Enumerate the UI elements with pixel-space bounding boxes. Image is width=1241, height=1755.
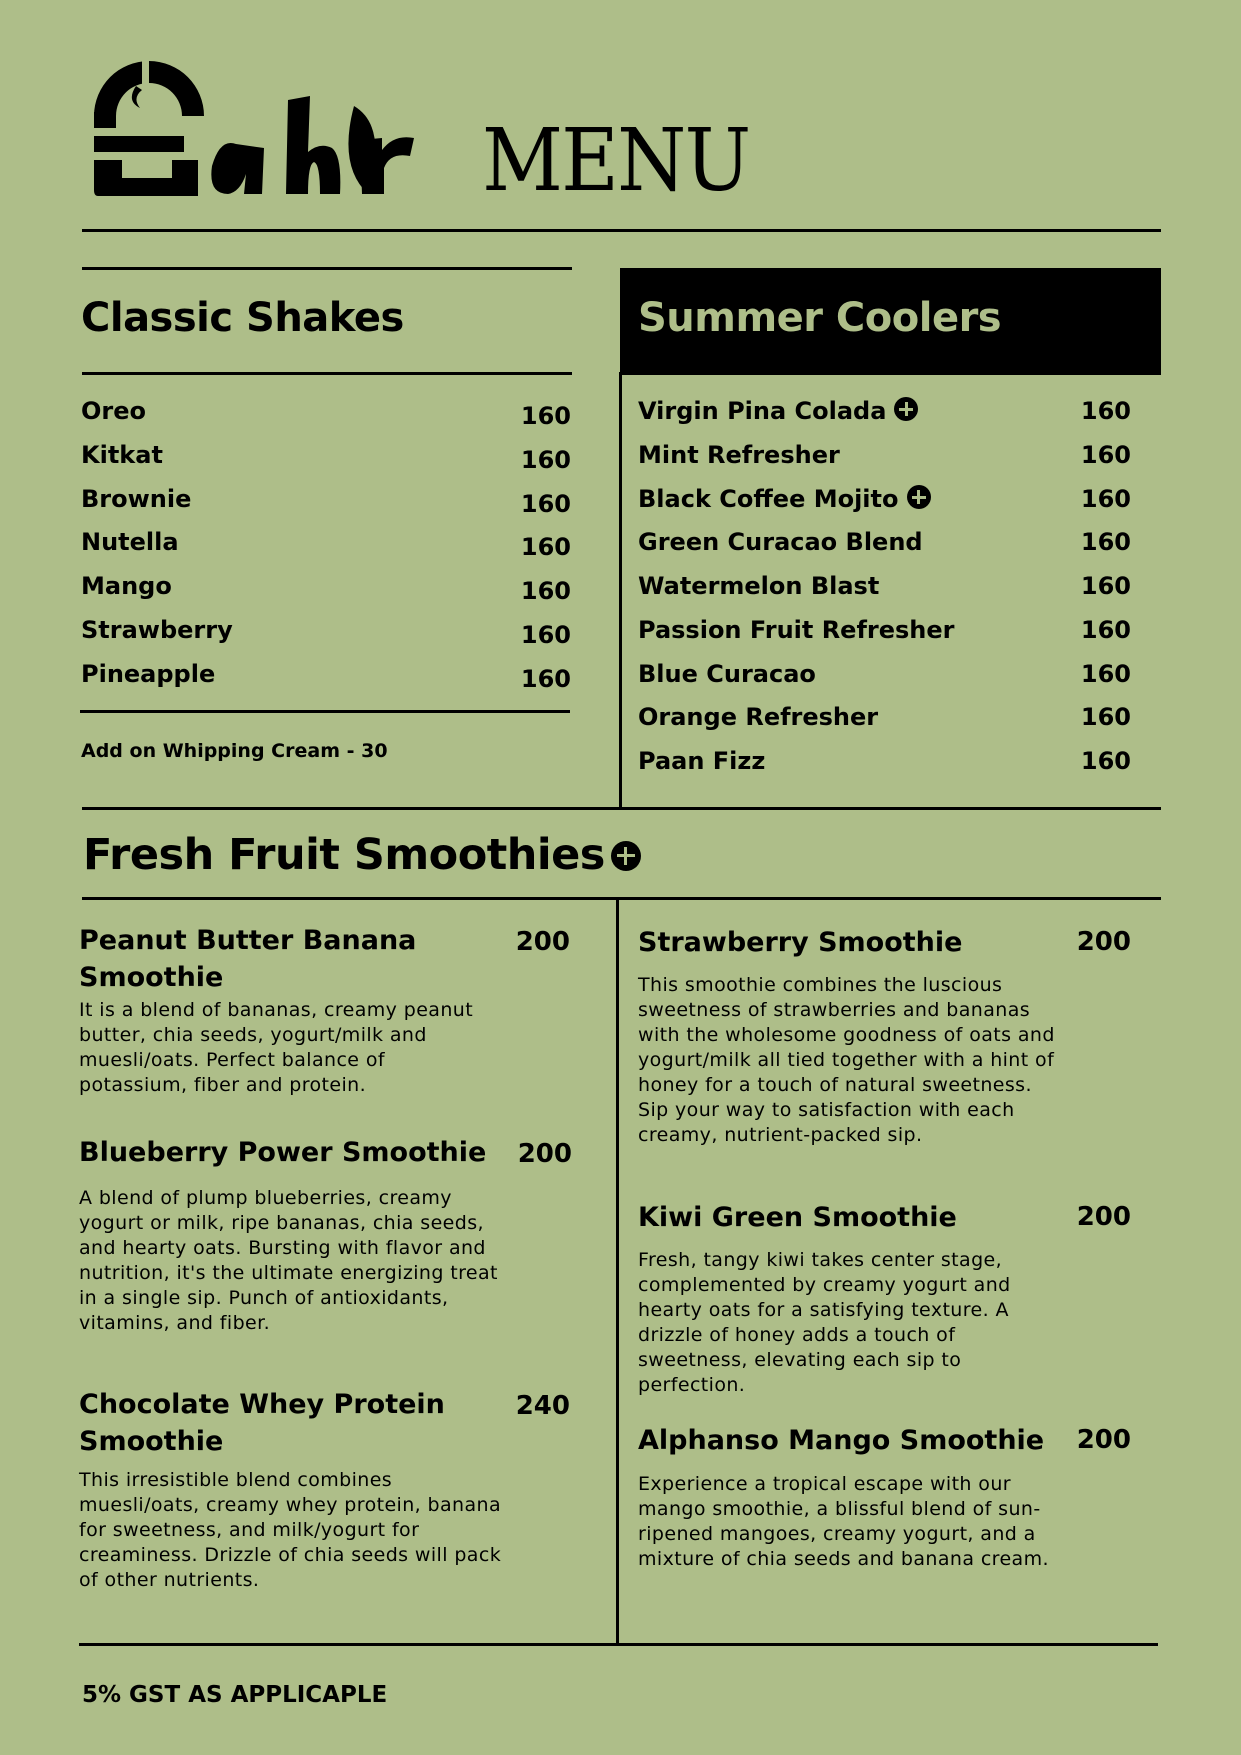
shake-item-name: Oreo (81, 397, 147, 425)
shake-item-name: Nutella (81, 528, 179, 556)
sahr-logo (88, 56, 468, 216)
smoothie-description: Fresh, tangy kiwi takes center stage, complemented by creamy yogurt and hearty oats for a satisfying texture. A drizzle of honey adds a touch of sweetness, elevating each sip to perfection. (638, 1249, 1011, 1396)
smoothie-name: Alphanso Mango Smoothie (638, 1425, 1045, 1456)
smoothies-title (83, 830, 641, 880)
shake-item-name: Brownie (81, 485, 192, 513)
smoothie-description: This irresistible blend combines muesli/oats, creamy whey protein, banana for sweetness, and milk/yogurt for creaminess. Drizzle of chia seeds will pack of other nutrients. (79, 1469, 502, 1591)
shake-item-name: Kitkat (81, 441, 163, 469)
cooler-item-name: Orange Refresher (638, 703, 879, 731)
cooler-item (638, 399, 918, 424)
shake-item-price: 160 (520, 621, 571, 649)
smoothie-price: 200 (1076, 927, 1131, 957)
smoothie-price: 240 (515, 1391, 570, 1421)
shake-item-price: 160 (520, 490, 571, 518)
cooler-item (638, 487, 931, 512)
plus-circle-icon (907, 485, 931, 509)
smoothies-title-text: Fresh Fruit Smoothies (83, 830, 605, 880)
cooler-item (638, 618, 955, 642)
smoothie-price: 200 (517, 1139, 572, 1169)
smoothie-description: A blend of plump blueberries, creamy yogurt or milk, ripe bananas, chia seeds, and hearty oats. Bursting with flavor and nutrition, it's the ultimate energizing treat in a single sip. Punch of antioxidants, vitamins, and fiber. (79, 1187, 498, 1334)
shake-item-price: 160 (520, 402, 571, 430)
shake-item-name: Strawberry (81, 616, 233, 644)
classic-shakes-title-rule (82, 372, 572, 375)
smoothie-description: Experience a tropical escape with our mango smoothie, a blissful blend of sun-ripened mangoes, creamy yogurt, and a mixture of chia seeds and banana cream. (638, 1473, 1049, 1570)
shake-item-price: 160 (520, 665, 571, 693)
smoothie-price: 200 (515, 927, 570, 957)
smoothies-title-rule (82, 897, 1161, 900)
cooler-item-name: Mint Refresher (638, 441, 840, 469)
cooler-item-price: 160 (1080, 441, 1131, 469)
summer-coolers-left-rule (619, 372, 622, 808)
cooler-item (638, 443, 840, 467)
classic-shakes-top-rule (82, 267, 572, 270)
shake-item-name: Pineapple (81, 660, 216, 688)
smoothie-name: Peanut Butter Banana Smoothie (79, 925, 417, 993)
cooler-item-name: Black Coffee Mojito (638, 485, 899, 513)
smoothie-price: 200 (1076, 1202, 1131, 1232)
cooler-item-price: 160 (1080, 485, 1131, 513)
plus-circle-icon (894, 397, 918, 421)
cooler-item-name: Passion Fruit Refresher (638, 616, 955, 644)
smoothie-name: Strawberry Smoothie (638, 927, 963, 958)
cooler-item-name: Paan Fizz (638, 747, 766, 775)
summer-coolers-title: Summer Coolers (638, 295, 1002, 341)
mid-divider (82, 807, 1161, 810)
cooler-item-price: 160 (1080, 747, 1131, 775)
cooler-item-price: 160 (1080, 572, 1131, 600)
footer-divider (79, 1643, 1158, 1646)
smoothie-price: 200 (1076, 1425, 1131, 1455)
cooler-item (638, 705, 878, 729)
classic-shakes-bottom-rule (80, 710, 570, 713)
smoothie-name: Chocolate Whey Protein Smoothie (79, 1389, 445, 1457)
header-divider (82, 229, 1161, 232)
smoothie-description: This smoothie combines the luscious sweetness of strawberries and bananas with the wholesome goodness of oats and yogurt/milk all tied together with a hint of honey for a touch of natural sweetness. Sip your way to satisfaction with each creamy, nutrient-packed sip. (638, 974, 1055, 1146)
addon-note: Add on Whipping Cream - 30 (81, 740, 388, 762)
smoothie-name: Blueberry Power Smoothie (79, 1137, 487, 1168)
cooler-item (638, 530, 923, 554)
cooler-item (638, 749, 765, 773)
shake-item-price: 160 (520, 533, 571, 561)
cooler-item-name: Green Curacao Blend (638, 528, 923, 556)
smoothies-center-rule (616, 897, 619, 1645)
cooler-item (638, 574, 879, 598)
cooler-item-price: 160 (1080, 703, 1131, 731)
shake-item-name: Mango (81, 572, 172, 600)
smoothie-name: Kiwi Green Smoothie (638, 1202, 957, 1233)
cooler-item-name: Virgin Pina Colada (638, 397, 887, 425)
cooler-item-name: Watermelon Blast (638, 572, 880, 600)
menu-heading: MENU (482, 111, 750, 211)
cooler-item-price: 160 (1080, 660, 1131, 688)
cooler-item-name: Blue Curacao (638, 660, 816, 688)
cooler-item-price: 160 (1080, 528, 1131, 556)
plus-circle-icon (611, 841, 641, 871)
shake-item-price: 160 (520, 446, 571, 474)
cooler-item-price: 160 (1080, 616, 1131, 644)
gst-note: 5% GST AS APPLICAPLE (82, 1682, 388, 1708)
shake-item-price: 160 (520, 577, 571, 605)
classic-shakes-title: Classic Shakes (81, 295, 404, 341)
cooler-item-price: 160 (1080, 397, 1131, 425)
cooler-item (638, 662, 816, 686)
smoothie-description: It is a blend of bananas, creamy peanut butter, chia seeds, yogurt/milk and muesli/oats. Perfect balance of potassium, fiber and protein. (79, 999, 474, 1096)
